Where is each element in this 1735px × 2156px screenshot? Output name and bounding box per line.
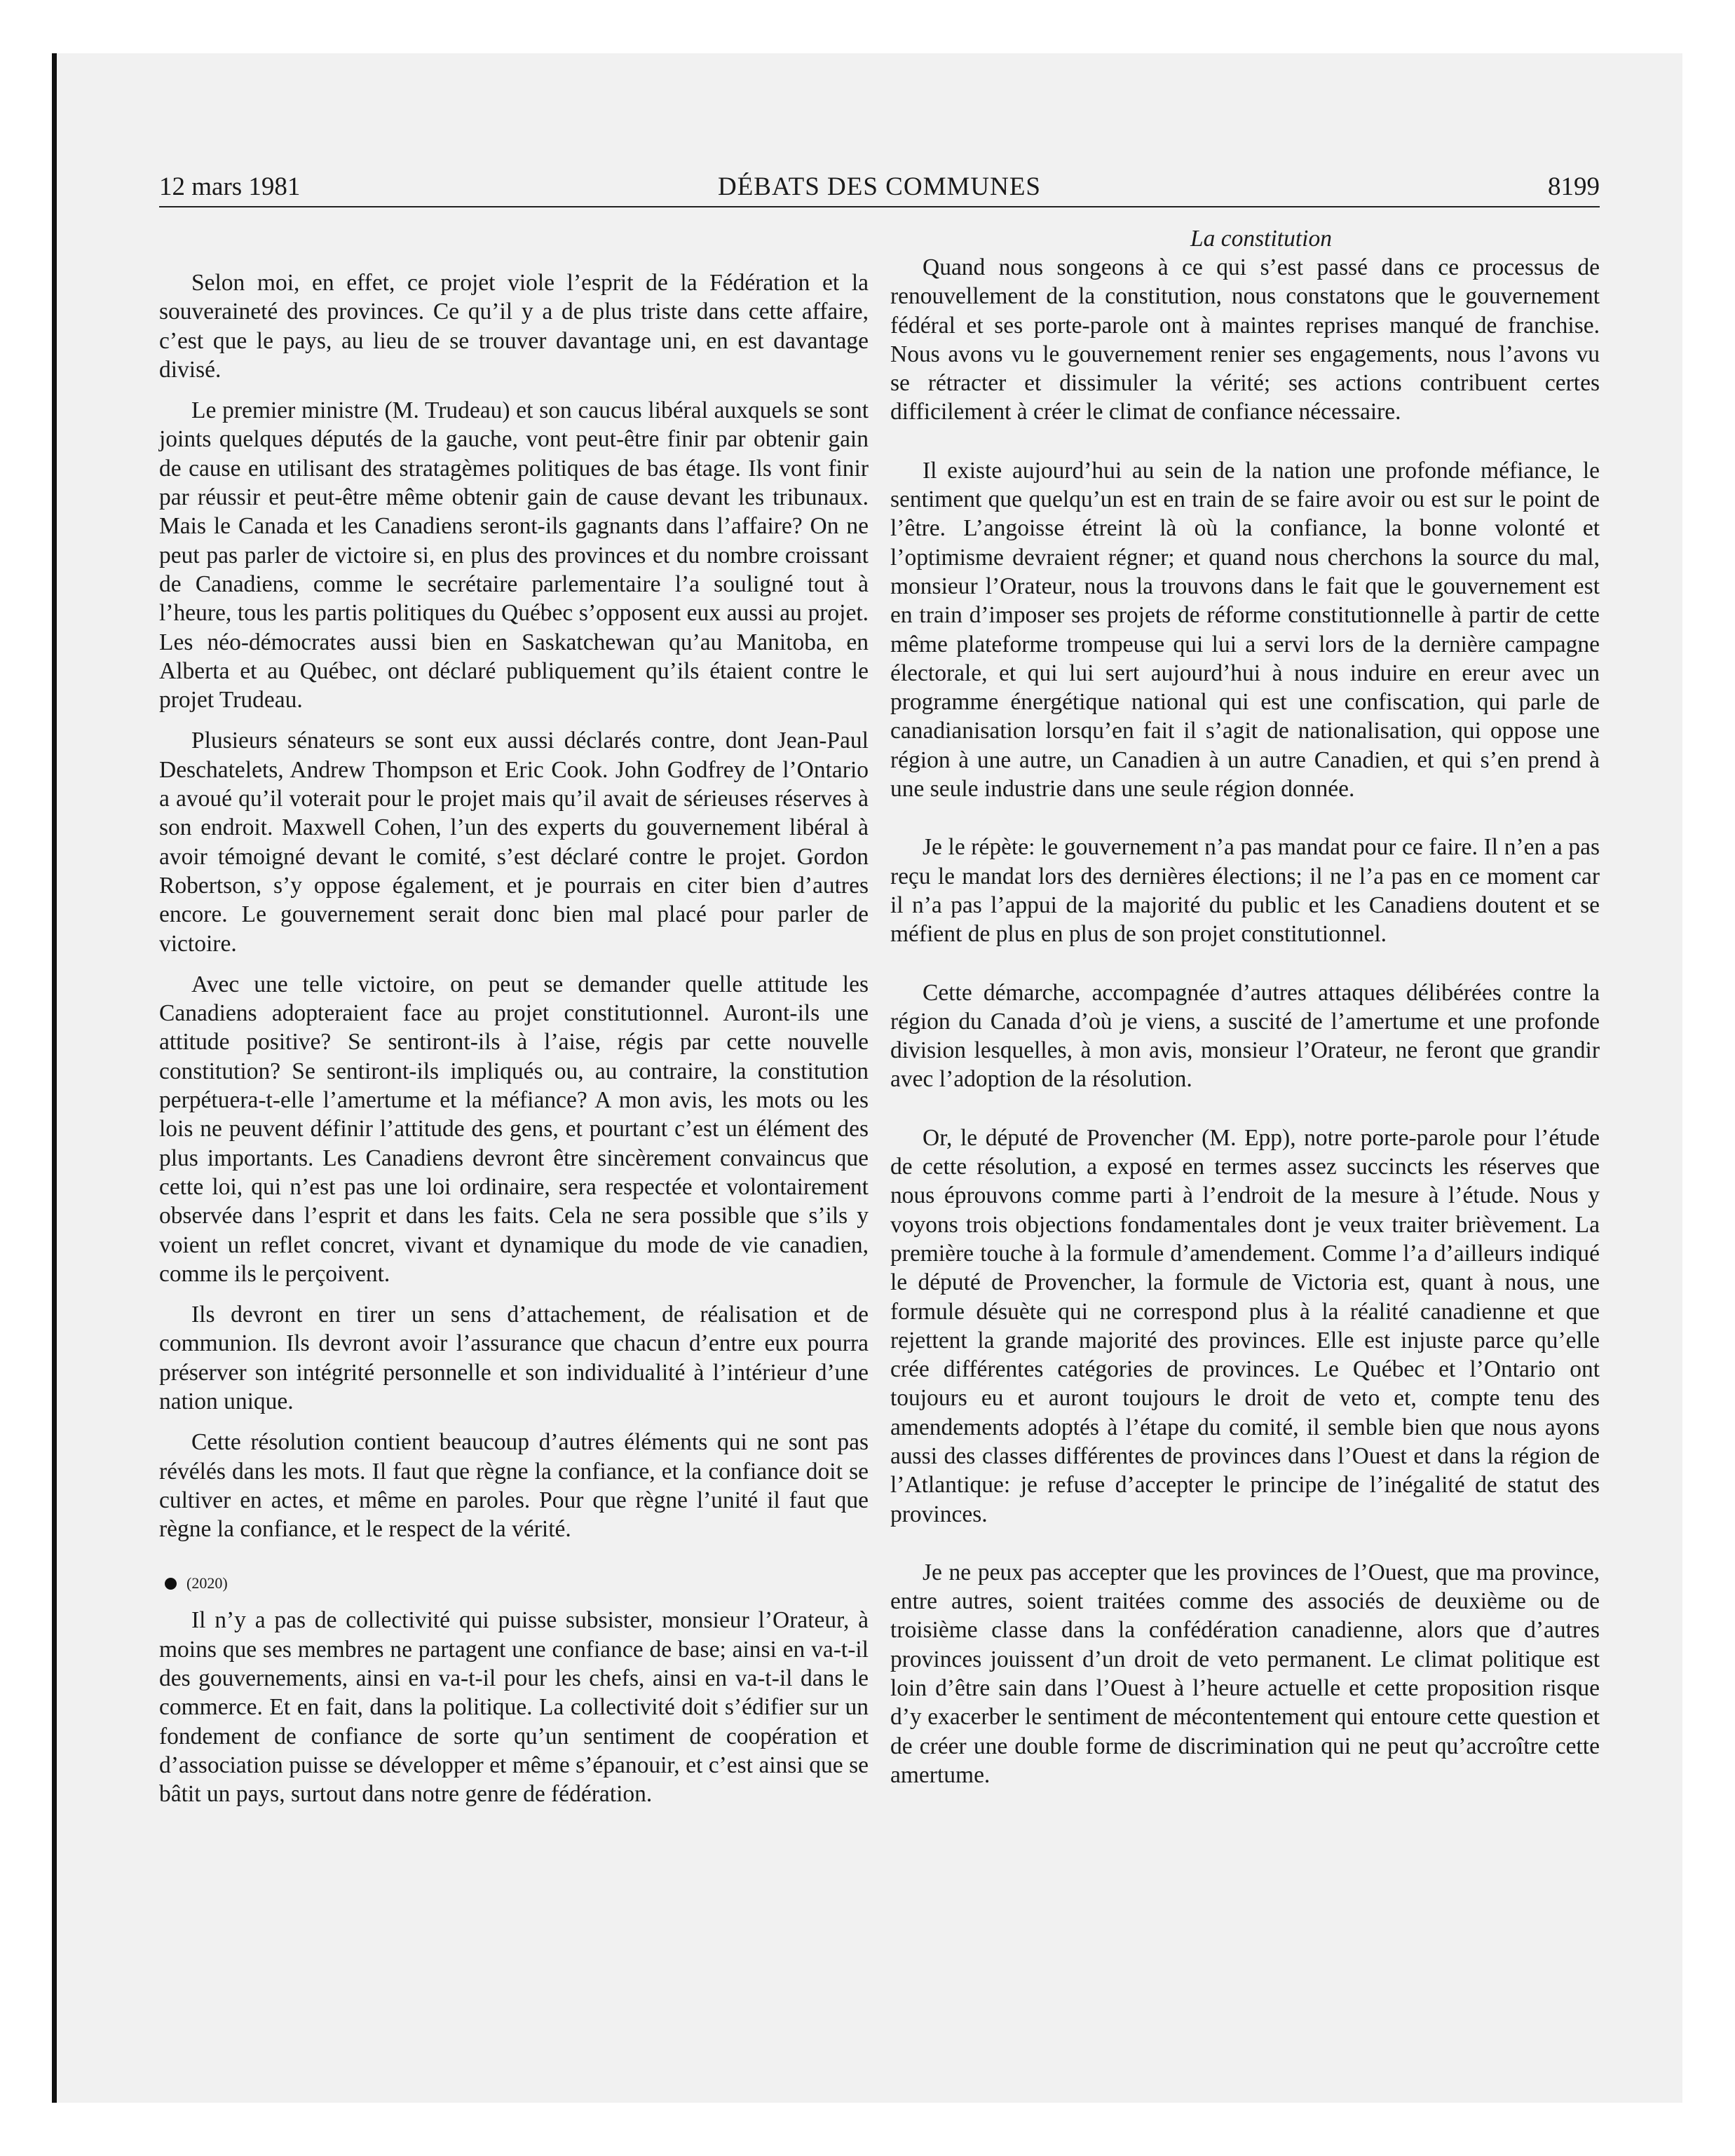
- paragraph: Je ne peux pas accepter que les provinces de l’Ouest, que ma province, entre autres, soient traitées comme des associés de deuxième ou de troisième classe dans la confédération canadienne, alors que d’autres provinces jouissent d’un droit de veto permanent. Le climat politique est loin d’être sain dans l’Ouest à l’heure actuelle et cette proposition risque d’y exacerber le sentiment de mécontentement qui entoure cette question et de créer une double forme de discrimination qui ne peut qu’accroître cette amertume.: [890, 1559, 1600, 1788]
- paragraph: Ils devront en tirer un sens d’attachement, de réalisation et de communion. Ils devront avoir l’assurance que chacun d’entre eux pourra préserver son intégrité personnelle et son individualité à l’intérieur d’une nation unique.: [159, 1302, 869, 1414]
- paragraph: Selon moi, en effet, ce projet viole l’esprit de la Fédération et la souveraineté des provinces. Ce qu’il y a de plus triste dans cette affaire, c’est que le pays, au lieu de se trouver davantage uni, en est davantage divisé.: [159, 270, 869, 383]
- paragraph: Il n’y a pas de collectivité qui puisse subsister, monsieur l’Orateur, à moins que ses membres ne partagent une confiance de base; ainsi en va-t-il des gouvernements, ainsi en va-t-il pour les chefs, ainsi en va-t-il dans le commerce. Et en fait, dans la politique. La collectivité doit s’édifier sur un fondement de confiance de sorte qu’un sentiment de coopération et d’association puisse se développer et même s’épanouir, et c’est ainsi que se bâtit un pays, surtout dans notre genre de fédération.: [159, 1607, 869, 1808]
- bullet-icon: [165, 1578, 177, 1590]
- paragraph: Plusieurs sénateurs se sont eux aussi déclarés contre, dont Jean-Paul Deschatelets, Andrew Thompson et Eric Cook. John Godfrey de l’Ontario a avoué qu’il voterait pour le projet mais qu’il avait de sérieuses réserves à son endroit. Maxwell Cohen, l’un des experts du gouvernement libéral à avoir témoigné devant le comité, s’est déclaré contre le projet. Gordon Robertson, s’y oppose également, et je pourrais en citer bien d’autres encore. Le gouvernement serait donc bien mal placé pour parler de victoire.: [159, 728, 869, 957]
- section-title: La constitution: [1190, 226, 1332, 252]
- page-number: 8199: [1548, 172, 1600, 201]
- paragraph: Or, le député de Provencher (M. Epp), notre porte-parole pour l’étude de cette résolution, a exposé en termes assez succincts les réserves que nous éprouvons comme parti à l’endroit de la mesure à l’étude. Nous y voyons trois objections fondamentales dont je veux traiter brièvement. La première touche à la formule d’amendement. Comme l’a d’ailleurs indiqué le député de Provencher, la formule de Victoria est, quant à nous, une formule désuète qui ne correspond plus à la réalité canadienne et que rejettent la grande majorité des provinces. Elle est injuste parce qu’elle crée différentes catégories de provinces. Le Québec et l’Ontario ont toujours eu et auront toujours le droit de veto et, compte tenu des amendements adoptés à l’étape du comité, il semble bien que nous ayons aussi des classes différentes de provinces dans l’Ouest et dans la région de l’Atlantique: je refuse d’accepter le principe de l’inégalité de statut des provinces.: [890, 1124, 1600, 1527]
- paragraph: Cette démarche, accompagnée d’autres attaques délibérées contre la région du Canada d’où je viens, a suscité de l’amertume et une profonde division lesquelles, à mon avis, monsieur l’Orateur, ne feront que grandir avec l’adoption de la résolution.: [890, 979, 1600, 1093]
- paragraph: Cette résolution contient beaucoup d’autres éléments qui ne sont pas révélés dans les mots. Il faut que règne la confiance, et la confiance doit se cultiver en actes, et même en paroles. Pour que règne l’unité il faut que règne la confiance, et le respect de la vérité.: [159, 1429, 869, 1543]
- publication-title: DÉBATS DES COMMUNES: [717, 172, 1041, 201]
- paragraph: Il existe aujourd’hui au sein de la nation une profonde méfiance, le sentiment que quelqu’un est en train de se faire avoir ou est sur le point de l’être. L’angoisse étreint là où la confiance, la bonne volonté et l’optimisme devraient régner; et quand nous cherchons la source du mal, monsieur l’Orateur, nous la trouvons dans le fait que le gouvernement est en train d’imposer ses projets de réforme constitutionnelle à partir de cette même plateforme trompeuse qui lui a servi lors de la dernière campagne électorale, et qui lui sert aujourd’hui à nous induire en ereur avec un programme énergétique national qui est une confiscation, qui parle de canadianisation lorsqu’en fait il s’agit de nationalisation, qui oppose une région à une autre, un Canadien à un autre Canadien, et qui s’en prend à une seule industrie dans une seule région donnée.: [890, 457, 1600, 803]
- time-marker: [159, 1573, 869, 1594]
- time-marker-text: (2020): [186, 1574, 228, 1592]
- header-date: 12 mars 1981: [159, 172, 301, 201]
- paragraph: Quand nous songeons à ce qui s’est passé dans ce processus de renouvellement de la constitution, nous constatons que le gouvernement fédéral et ses porte-parole ont à maintes reprises manqué de franchise. Nous avons vu le gouvernement renier ses engagements, nous l’avons vu se rétracter et dissimuler la vérité; ses actions contribuent certes difficilement à créer le climat de confiance nécessaire.: [890, 254, 1600, 425]
- paragraph: Le premier ministre (M. Trudeau) et son caucus libéral auxquels se sont joints quelques députés de la gauche, vont peut-être finir par obtenir gain de cause en utilisant des stratagèmes politiques de bas étage. Ils vont finir par réussir et peut-être même obtenir gain de cause devant les tribunaux. Mais le Canada et les Canadiens seront-ils gagnants dans l’affaire? On ne peut pas parler de victoire si, en plus des provinces et du nombre croissant de Canadiens, comme le secrétaire parlementaire l’a souligné tout à l’heure, tous les partis politiques du Québec s’opposent eux aussi au projet. Les néo-démocrates aussi bien en Saskatchewan qu’au Manitoba, en Alberta et au Québec, ont déclaré publiquement qu’ils étaient contre le projet Trudeau.: [159, 397, 869, 714]
- paragraph: Avec une telle victoire, on peut se demander quelle attitude les Canadiens adopteraient face au projet constitutionnel. Auront-ils une attitude positive? Se sentiront-ils à l’aise, régis par cette nouvelle constitution? Se sentiront-ils impliqués ou, au contraire, la constitution perpétuera-t-elle l’amertume et la méfiance? A mon avis, les mots ou les lois ne peuvent définir l’attitude des gens, et pourtant c’est un élément des plus importants. Les Canadiens devront être sincèrement convaincus que cette loi, qui n’est pas une loi ordinaire, sera respectée et volontairement observée dans l’esprit et dans les faits. Cela ne sera possible que s’ils y voient un reflet concret, vivant et dynamique du mode de vie canadien, comme ils le perçoivent.: [159, 971, 869, 1287]
- paragraph: Je le répète: le gouvernement n’a pas mandat pour ce faire. Il n’en a pas reçu le mandat lors des dernières élections; il ne l’a pas en ce moment car il n’a pas l’appui de la majorité du public et les Canadiens doutent et se méfient de plus en plus de son projet constitutionnel.: [890, 834, 1600, 948]
- scan-binding-edge: [52, 53, 57, 2103]
- left-column: [159, 224, 869, 1809]
- header-rule: [159, 206, 1600, 207]
- right-column: [890, 224, 1600, 1789]
- page-header: [159, 168, 1600, 206]
